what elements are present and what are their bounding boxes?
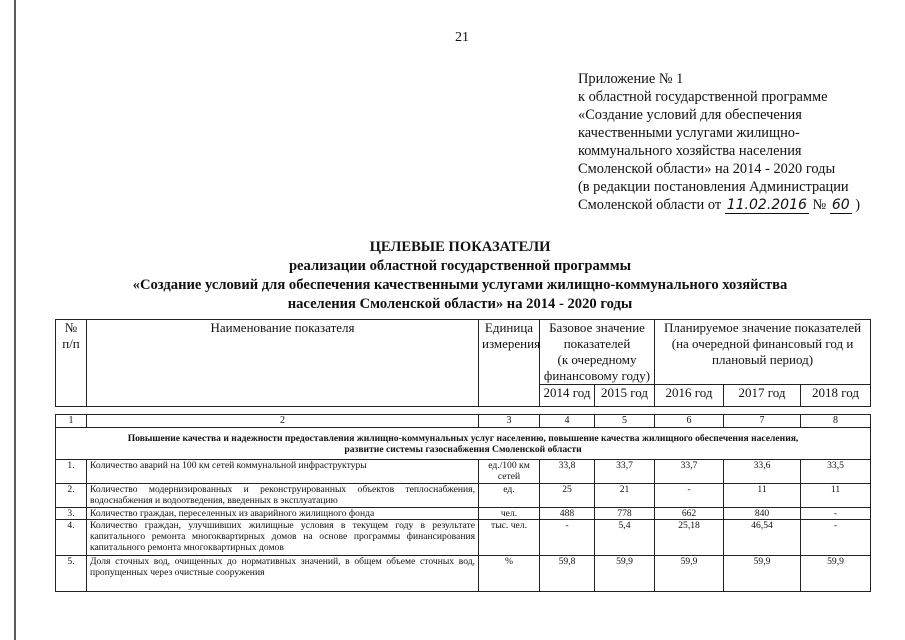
handwritten-date: 11.02.2016: [726, 197, 807, 213]
row-value: 11: [801, 484, 871, 508]
row-value: 778: [595, 508, 655, 520]
row-value: 59,9: [595, 556, 655, 592]
appendix-line: коммунального хозяйства населения: [578, 143, 802, 159]
column-number: 4: [540, 415, 595, 428]
row-unit: чел.: [479, 508, 540, 520]
table-row: [56, 556, 871, 592]
scan-left-edge: [14, 0, 16, 640]
indicators-table: [55, 319, 871, 592]
handwritten-number: 60: [831, 197, 850, 213]
row-value: 59,9: [655, 556, 724, 592]
appendix-line: к областной государственной программе: [578, 89, 828, 105]
row-value: 21: [595, 484, 655, 508]
row-value: 25,18: [655, 520, 724, 556]
header-unit: Единица измерения: [479, 320, 540, 407]
number-sign: №: [812, 197, 827, 213]
row-value: -: [801, 508, 871, 520]
document-title: [60, 238, 860, 314]
table-row: [56, 520, 871, 556]
column-number: 2: [87, 415, 479, 428]
appendix-block: [578, 70, 898, 214]
row-value: -: [655, 484, 724, 508]
row-unit: ед.: [479, 484, 540, 508]
year-header: 2015 год: [595, 385, 655, 407]
table-row: [56, 460, 871, 484]
row-name: Количество аварий на 100 км сетей коммунальной инфраструктуры: [87, 460, 479, 484]
row-value: 33,7: [655, 460, 724, 484]
row-value: 59,9: [724, 556, 801, 592]
year-header: 2017 год: [724, 385, 801, 407]
title-line: «Создание условий для обеспечения качественными услугами жилищно-коммунального хозяйства: [132, 277, 788, 293]
title-line: населения Смоленской области» на 2014 - 2020 годы: [287, 296, 633, 312]
row-value: 488: [540, 508, 595, 520]
row-value: 662: [655, 508, 724, 520]
row-value: 33,8: [540, 460, 595, 484]
row-name: Количество граждан, переселенных из аварийного жилищного фонда: [87, 508, 479, 520]
row-unit: тыс. чел.: [479, 520, 540, 556]
year-header: 2016 год: [655, 385, 724, 407]
row-num: 4.: [56, 520, 87, 556]
column-number: 8: [801, 415, 871, 428]
appendix-line: Смоленской области» на 2014 - 2020 годы: [578, 161, 836, 177]
table-row: [56, 508, 871, 520]
row-value: 33,5: [801, 460, 871, 484]
row-num: 3.: [56, 508, 87, 520]
header-plan: Планируемое значение показателей (на очередной финансовый год и плановый период): [655, 320, 871, 385]
header-name: Наименование показателя: [87, 320, 479, 407]
row-name: Доля сточных вод, очищенных до нормативных значений, в общем объеме сточных вод, пропущенных через очистные сооружения: [87, 556, 479, 592]
appendix-line: качественными услугами жилищно-: [578, 125, 800, 141]
row-unit: ед./100 км сетей: [479, 460, 540, 484]
closing-paren: ): [855, 197, 861, 213]
row-num: 1.: [56, 460, 87, 484]
row-value: 33,7: [595, 460, 655, 484]
spacer-row: [56, 407, 871, 415]
column-number: 1: [56, 415, 87, 428]
row-value: 5,4: [595, 520, 655, 556]
header-base: Базовое значение показателей (к очередному финансовому году): [540, 320, 655, 385]
column-number: 7: [724, 415, 801, 428]
appendix-line-date: [578, 196, 898, 214]
appendix-line: (в редакции постановления Администрации: [578, 179, 849, 195]
row-name: Количество граждан, улучшивших жилищные условия в текущем году в результате капитального ремонта многоквартирных домов на основе программы финансирования капитального ремонта многоквартирных домов: [87, 520, 479, 556]
title-line: реализации областной государственной программы: [288, 258, 632, 274]
row-value: 46,54: [724, 520, 801, 556]
row-value: -: [540, 520, 595, 556]
row-name: Количество модернизированных и реконструированных объектов теплоснабжения, водоснабжения и водоотведения, введенных в эксплуатацию: [87, 484, 479, 508]
row-value: 33,6: [724, 460, 801, 484]
row-num: 5.: [56, 556, 87, 592]
appendix-prefix: Смоленской области от: [578, 197, 722, 213]
year-header: 2014 год: [540, 385, 595, 407]
title-line: ЦЕЛЕВЫЕ ПОКАЗАТЕЛИ: [369, 239, 551, 255]
header-num: № п/п: [56, 320, 87, 407]
section-heading: Повышение качества и надежности предоставления жилищно-коммунальных услуг населению, повышение качества жилищного обеспечения населения, развитие системы газоснабжения Смоленской области: [56, 428, 871, 460]
column-number: 3: [479, 415, 540, 428]
row-value: 59,8: [540, 556, 595, 592]
row-value: 25: [540, 484, 595, 508]
row-value: 11: [724, 484, 801, 508]
column-number: 6: [655, 415, 724, 428]
row-value: -: [801, 520, 871, 556]
appendix-line: Приложение № 1: [578, 71, 684, 87]
column-number: 5: [595, 415, 655, 428]
table-row: [56, 484, 871, 508]
row-unit: %: [479, 556, 540, 592]
row-value: 840: [724, 508, 801, 520]
row-num: 2.: [56, 484, 87, 508]
year-header: 2018 год: [801, 385, 871, 407]
appendix-line: «Создание условий для обеспечения: [578, 107, 802, 123]
page-number: 21: [455, 30, 469, 45]
row-value: 59,9: [801, 556, 871, 592]
